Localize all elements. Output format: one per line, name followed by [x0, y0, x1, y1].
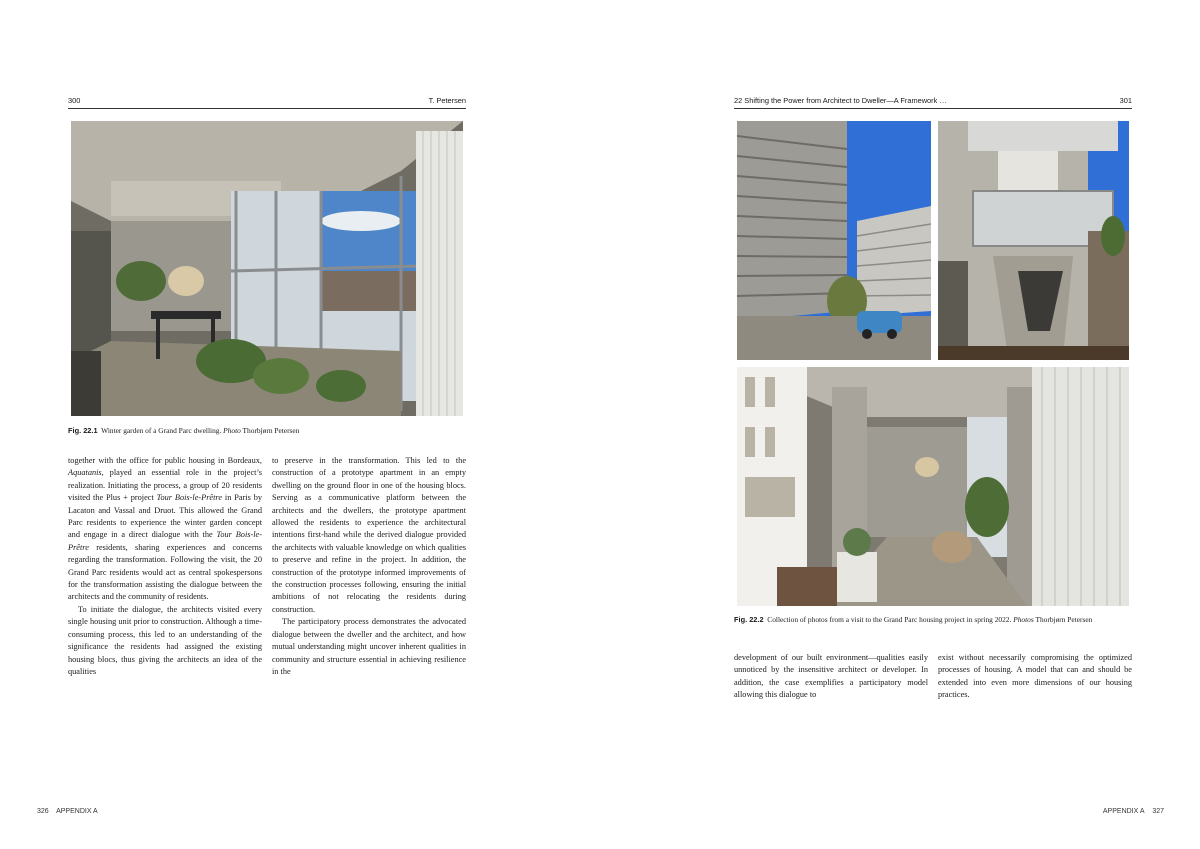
footer-page-number: 327: [1152, 808, 1164, 815]
text-run-italic: Tour Bois-le-Prêtre: [68, 530, 262, 552]
body-column-1: [68, 455, 262, 678]
caption-text: Collection of photos from a visit to the Grand Parc housing project in spring 2022.: [767, 615, 1012, 624]
figure-label: Fig. 22.1: [68, 426, 98, 435]
page-footer-right: [1103, 808, 1164, 815]
body-column-2: [938, 652, 1132, 702]
text-run: in Paris by Lacaton and Vassal and Druot. This allowed the Grand Parc residents to experience the winter garden concept and engage in a direct dialogue with the: [68, 493, 262, 540]
paragraph: development of our built environment—qualities easily unnoticed by the insensitive architect or developer. In addition, the case exemplifies a participatory model allowing this dialogue to: [734, 653, 928, 700]
figure-caption: [734, 615, 1132, 625]
paragraph: To initiate the dialogue, the architects visited every single housing unit prior to construction. Although a time-consuming process, this led to an understanding of the significance the residents had assigned the existing housing blocs, thus giving the architects an idea of the qualities: [68, 604, 262, 676]
text-run: residents, sharing experiences and concerns regarding the transformation. Following the visit, the 20 Grand Parc residents would act as central spokespersons for the transformation assisting the dialogue between the architects and the community of residents.: [68, 542, 262, 602]
paragraph: to preserve in the transformation. This led to the construction of a prototype apartment in an empty dwelling on the ground floor in one of the housing blocs. Serving as a communicative platform between the architects and the dwellers, the prototype apartment allowed the residents to experience the architectural intentions first-hand while the derived dialogue provided the architects with valuable knowledge on which qualities to preserve and refine in the project. In addition, the construction of the prototype informed improvements of the construction processes following, ensuring the initial ambitions of not relocating the residents during construction.: [272, 456, 466, 614]
body-column-2: [272, 455, 466, 678]
running-author: T. Petersen: [428, 96, 466, 105]
body-column-1: [734, 652, 928, 702]
caption-credit: Thorbjørn Petersen: [1035, 615, 1093, 624]
running-head-left: [68, 96, 466, 109]
paragraph: [68, 455, 262, 604]
text-run: together with the office for public housing in Bordeaux,: [68, 456, 262, 465]
text-run: , played an essential role in the project’s realization. Initiating the process, a group of 20 residents visited the Plus + project: [68, 468, 262, 503]
figure-label: Fig. 22.2: [734, 615, 764, 624]
balcony-facade-photo: [938, 121, 1129, 360]
paragraph: exist without necessarily compromising the optimized processes of housing. A model that can and should be extended into even more dimensions of our housing practices.: [938, 653, 1132, 700]
paragraph: The participatory process demonstrates the advocated dialogue between the dweller and the architect, and how mutual understanding might uncover inherent qualities in community and structure essential in achieving resilience in the: [272, 617, 466, 676]
winter-garden-photo: [71, 121, 463, 416]
footer-label: APPENDIX A: [1102, 808, 1145, 815]
caption-photo-word: Photo: [223, 426, 241, 435]
figure-caption: [68, 426, 466, 436]
caption-text: Winter garden of a Grand Parc dwelling.: [101, 426, 222, 435]
page-number: 301: [1119, 96, 1132, 105]
page-number: 300: [68, 96, 81, 105]
caption-credit: Thorbjørn Petersen: [242, 426, 300, 435]
interior-garden-photo: [737, 367, 1129, 606]
footer-label: APPENDIX A: [56, 808, 98, 815]
right-page: [600, 0, 1200, 849]
page-footer-left: [37, 808, 98, 815]
housing-towers-photo: [737, 121, 931, 360]
text-run-italic: Tour Bois-le-Prêtre: [156, 493, 223, 503]
chapter-title: 22 Shifting the Power from Architect to Dweller—A Framework …: [734, 96, 947, 105]
running-head-right: [734, 96, 1132, 109]
footer-page-number: 326: [37, 808, 49, 815]
caption-photo-word: Photos: [1013, 615, 1034, 624]
text-run-italic: Aquatanis: [68, 468, 102, 478]
